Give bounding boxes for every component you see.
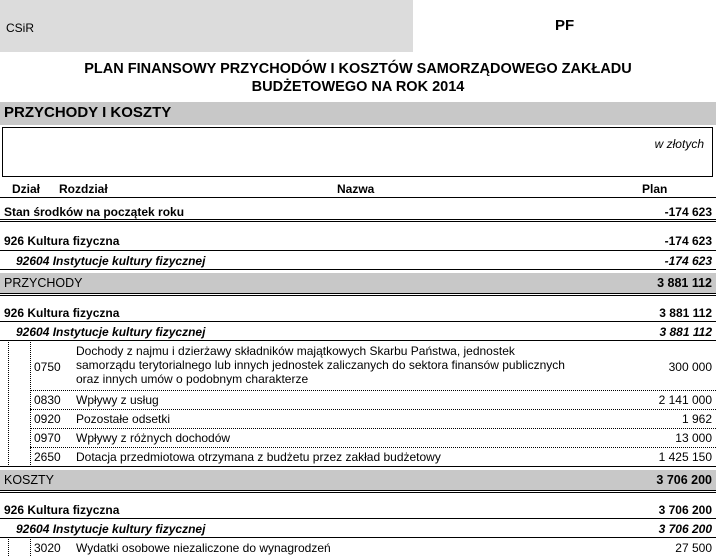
row-label: 92604 Instytucje kultury fizycznej: [16, 325, 206, 339]
rule: [0, 269, 716, 270]
item-value: 2 141 000: [658, 393, 712, 407]
form-code: PF: [555, 17, 575, 34]
przychody-band: [0, 273, 716, 293]
rule: [0, 518, 716, 519]
row-value: 3 706 200: [656, 473, 712, 487]
document-title-line1: PLAN FINANSOWY PRZYCHODÓW I KOSZTÓW SAMORZĄDOWEGO ZAKŁADU: [84, 61, 632, 77]
col-nazwa: Nazwa: [337, 182, 375, 196]
row-label: PRZYCHODY: [4, 276, 83, 290]
row-label: 926 Kultura fizyczna: [4, 306, 120, 320]
row-value: 3 706 200: [658, 503, 712, 517]
rule: [0, 250, 716, 251]
rule: [0, 321, 716, 322]
rule: [30, 390, 716, 391]
guide-line: [30, 537, 31, 556]
double-rule: [0, 490, 716, 493]
item-name: Wydatki osobowe niezaliczone do wynagrodzeń: [76, 541, 331, 555]
rule: [30, 447, 716, 448]
row-value: -174 623: [664, 234, 712, 248]
item-value: 300 000: [668, 360, 712, 374]
row-value: -174 623: [664, 254, 712, 268]
row-value: 3 706 200: [658, 522, 712, 536]
item-name: Pozostałe odsetki: [76, 412, 171, 426]
item-name: Dotacja przedmiotowa otrzymana z budżetu przez zakład budżetowy: [76, 450, 441, 464]
document-title-line2: BUDŻETOWEGO NA ROK 2014: [251, 79, 465, 95]
row-value: -174 623: [664, 205, 712, 219]
row-value: 3 881 112: [659, 306, 712, 320]
section-title: PRZYCHODY I KOSZTY: [4, 104, 172, 121]
item-value: 1 962: [681, 412, 712, 426]
item-name: Wpływy z usług: [76, 393, 159, 407]
col-dzial: Dział: [12, 182, 41, 196]
row-label: 926 Kultura fizyczna: [4, 503, 120, 517]
row-label: Stan środków na początek roku: [4, 205, 185, 219]
rule: [30, 409, 716, 410]
item-code: 0920: [34, 412, 61, 426]
koszty-band: [0, 470, 716, 490]
unit-box: [2, 127, 713, 177]
row-value: 3 881 112: [657, 276, 712, 290]
item-code: 0750: [34, 360, 61, 374]
row-value: 3 881 112: [659, 325, 712, 339]
item-name: Wpływy z różnych dochodów: [76, 431, 231, 445]
rule: [30, 428, 716, 429]
row-label: 92604 Instytucje kultury fizycznej: [16, 522, 206, 536]
row-label: KOSZTY: [4, 473, 55, 487]
col-rozdzial: Rozdział: [59, 182, 108, 196]
rule: [0, 466, 716, 467]
item-code: 0970: [34, 431, 61, 445]
rule: [0, 537, 716, 538]
row-label: 92604 Instytucje kultury fizycznej: [16, 254, 206, 268]
guide-line: [8, 537, 9, 556]
row-label: 926 Kultura fizyczna: [4, 234, 120, 248]
header-rule: [0, 197, 716, 198]
double-rule: [0, 293, 716, 296]
item-value: 13 000: [675, 431, 712, 445]
col-plan: Plan: [642, 182, 668, 196]
item-value: 27 500: [675, 541, 712, 555]
guide-line: [8, 340, 9, 467]
org-name: CSiR: [6, 21, 35, 35]
item-code: 2650: [34, 450, 61, 464]
rule: [0, 340, 716, 341]
item-code: 3020: [34, 541, 61, 555]
org-header-box: [0, 0, 413, 52]
item-name: Dochody z najmu i dzierżawy składników majątkowych Skarbu Państwa, jednostek samorządu terytorialnego lub innych jednostek zaliczanych do sektora finansów publicznych oraz innych umów o podobnym charakterze: [76, 344, 565, 386]
unit-label: w złotych: [654, 137, 704, 151]
double-rule: [0, 219, 716, 222]
item-value: 1 425 150: [658, 450, 712, 464]
item-code: 0830: [34, 393, 61, 407]
